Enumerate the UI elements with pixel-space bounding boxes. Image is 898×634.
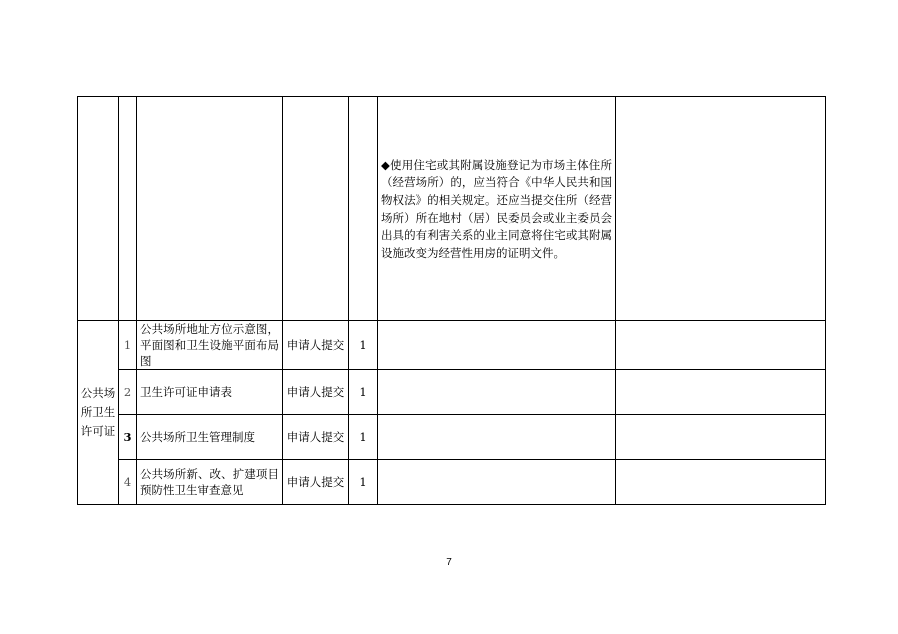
material-source: 申请人提交 <box>283 460 349 505</box>
remarks-cell <box>616 321 826 370</box>
requirement-cell <box>378 370 616 415</box>
material-count: 1 <box>349 460 378 505</box>
count-cell <box>349 97 378 321</box>
row-number: 3 <box>119 415 137 460</box>
material-count: 1 <box>349 321 378 370</box>
remarks-cell <box>616 460 826 505</box>
material-source: 申请人提交 <box>283 415 349 460</box>
permit-category: 公共场所卫生许可证 <box>78 321 119 505</box>
requirement-cell <box>378 321 616 370</box>
table-row <box>78 97 826 321</box>
source-cell <box>283 97 349 321</box>
category-cell <box>78 97 119 321</box>
page-number: 7 <box>446 557 452 568</box>
material-count: 1 <box>349 370 378 415</box>
materials-table <box>77 96 826 505</box>
material-source: 申请人提交 <box>283 370 349 415</box>
remarks-cell <box>616 97 826 321</box>
table-row <box>78 370 826 415</box>
table-row <box>78 460 826 505</box>
remarks-cell <box>616 415 826 460</box>
row-number: 1 <box>119 321 137 370</box>
material-name: 公共场所新、改、扩建项目预防性卫生审查意见 <box>137 460 283 505</box>
table-row <box>78 415 826 460</box>
requirement-cell <box>378 415 616 460</box>
material-name: 公共场所地址方位示意图，平面图和卫生设施平面布局图 <box>137 321 283 370</box>
requirement-cell <box>378 460 616 505</box>
material-name: 卫生许可证申请表 <box>137 370 283 415</box>
remarks-cell <box>616 370 826 415</box>
material-source: 申请人提交 <box>283 321 349 370</box>
material-name-cell <box>137 97 283 321</box>
number-cell <box>119 97 137 321</box>
requirement-note: ◆使用住宅或其附属设施登记为市场主体住所（经营场所）的，应当符合《中华人民共和国物权法》的相关规定。还应当提交住所（经营场所）所在地村（居）民委员会或业主委员会出具的有利害关系的业主同意将住宅或其附属设施改变为经营性用房的证明文件。 <box>378 97 616 321</box>
table-row <box>78 321 826 370</box>
material-count: 1 <box>349 415 378 460</box>
row-number: 2 <box>119 370 137 415</box>
row-number: 4 <box>119 460 137 505</box>
material-name: 公共场所卫生管理制度 <box>137 415 283 460</box>
